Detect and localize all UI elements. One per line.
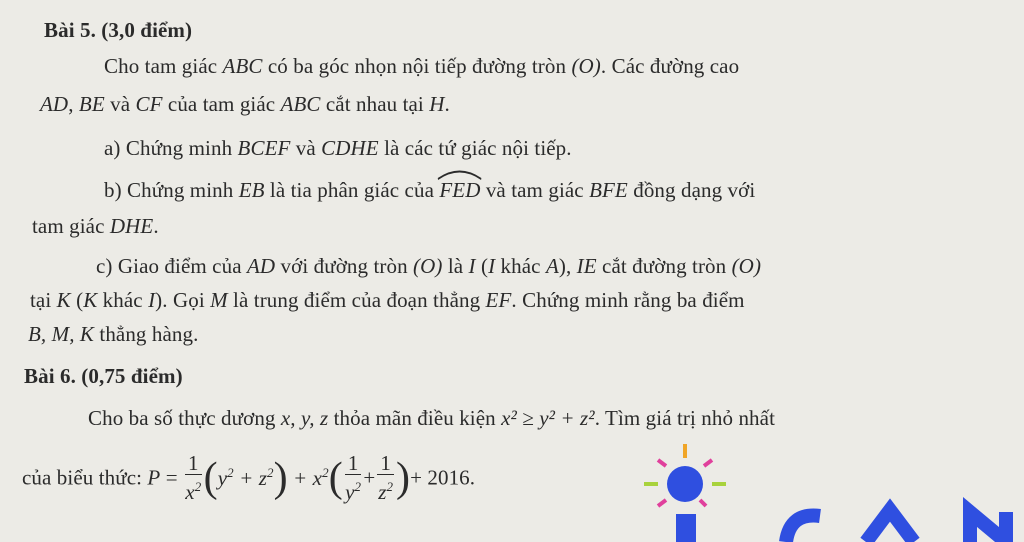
bai5-part-a: a) Chứng minh BCEF và CDHE là các tứ giác nội tiếp. [104, 136, 572, 160]
bai5-intro-line1: Cho tam giác ABC có ba góc nhọn nội tiếp đường tròn (O). Các đường cao [104, 54, 740, 78]
angle-fed: FED [439, 178, 480, 203]
ican-logo [640, 430, 1024, 542]
bai5-part-c-line3: B, M, K thẳng hàng. [28, 322, 199, 346]
fraction-1-over-z2: $\frac{1}{z^2}$ [378, 451, 394, 504]
bai5-heading: Bài 5. (3,0 điểm) [44, 18, 193, 42]
bai6-heading: Bài 6. (0,75 điểm) [24, 364, 183, 388]
sun-icon [644, 444, 726, 506]
fraction-1-over-y2: $\frac{1}{y^2}$ [345, 451, 362, 504]
bai5-part-c-line1: c) Giao điểm của AD với đường tròn (O) là I (I khác A), IE cắt đường tròn (O) [96, 254, 762, 278]
bai6-line1: Cho ba số thực dương x, y, z thỏa mãn điều kiện x² ≥ y² + z². Tìm giá trị nhỏ nhất [88, 406, 776, 430]
bai5-part-c-line2: tại K (K khác I). Gọi M là trung điểm của đoạn thẳng EF. Chứng minh rằng ba điểm [30, 288, 745, 312]
bai5-intro-line2: AD, BE và CF của tam giác ABC cắt nhau tại H. [40, 92, 450, 116]
bai5-part-b-line1: b) Chứng minh EB là tia phân giác của FED và tam giác BFE đồng dạng với [104, 178, 755, 203]
bai5-part-b-line2: tam giác DHE. [32, 214, 159, 238]
fraction-1-over-x2: $\frac{1}{x^2}$ [185, 451, 202, 504]
bai6-line2: của biểu thức: P = $\frac{1}{x^2}$ $(y^2 + z^2) + x^2$( $\frac{1}{y^2}$ + $\frac{1}{z^2}$ )+ 2016. [22, 451, 476, 504]
